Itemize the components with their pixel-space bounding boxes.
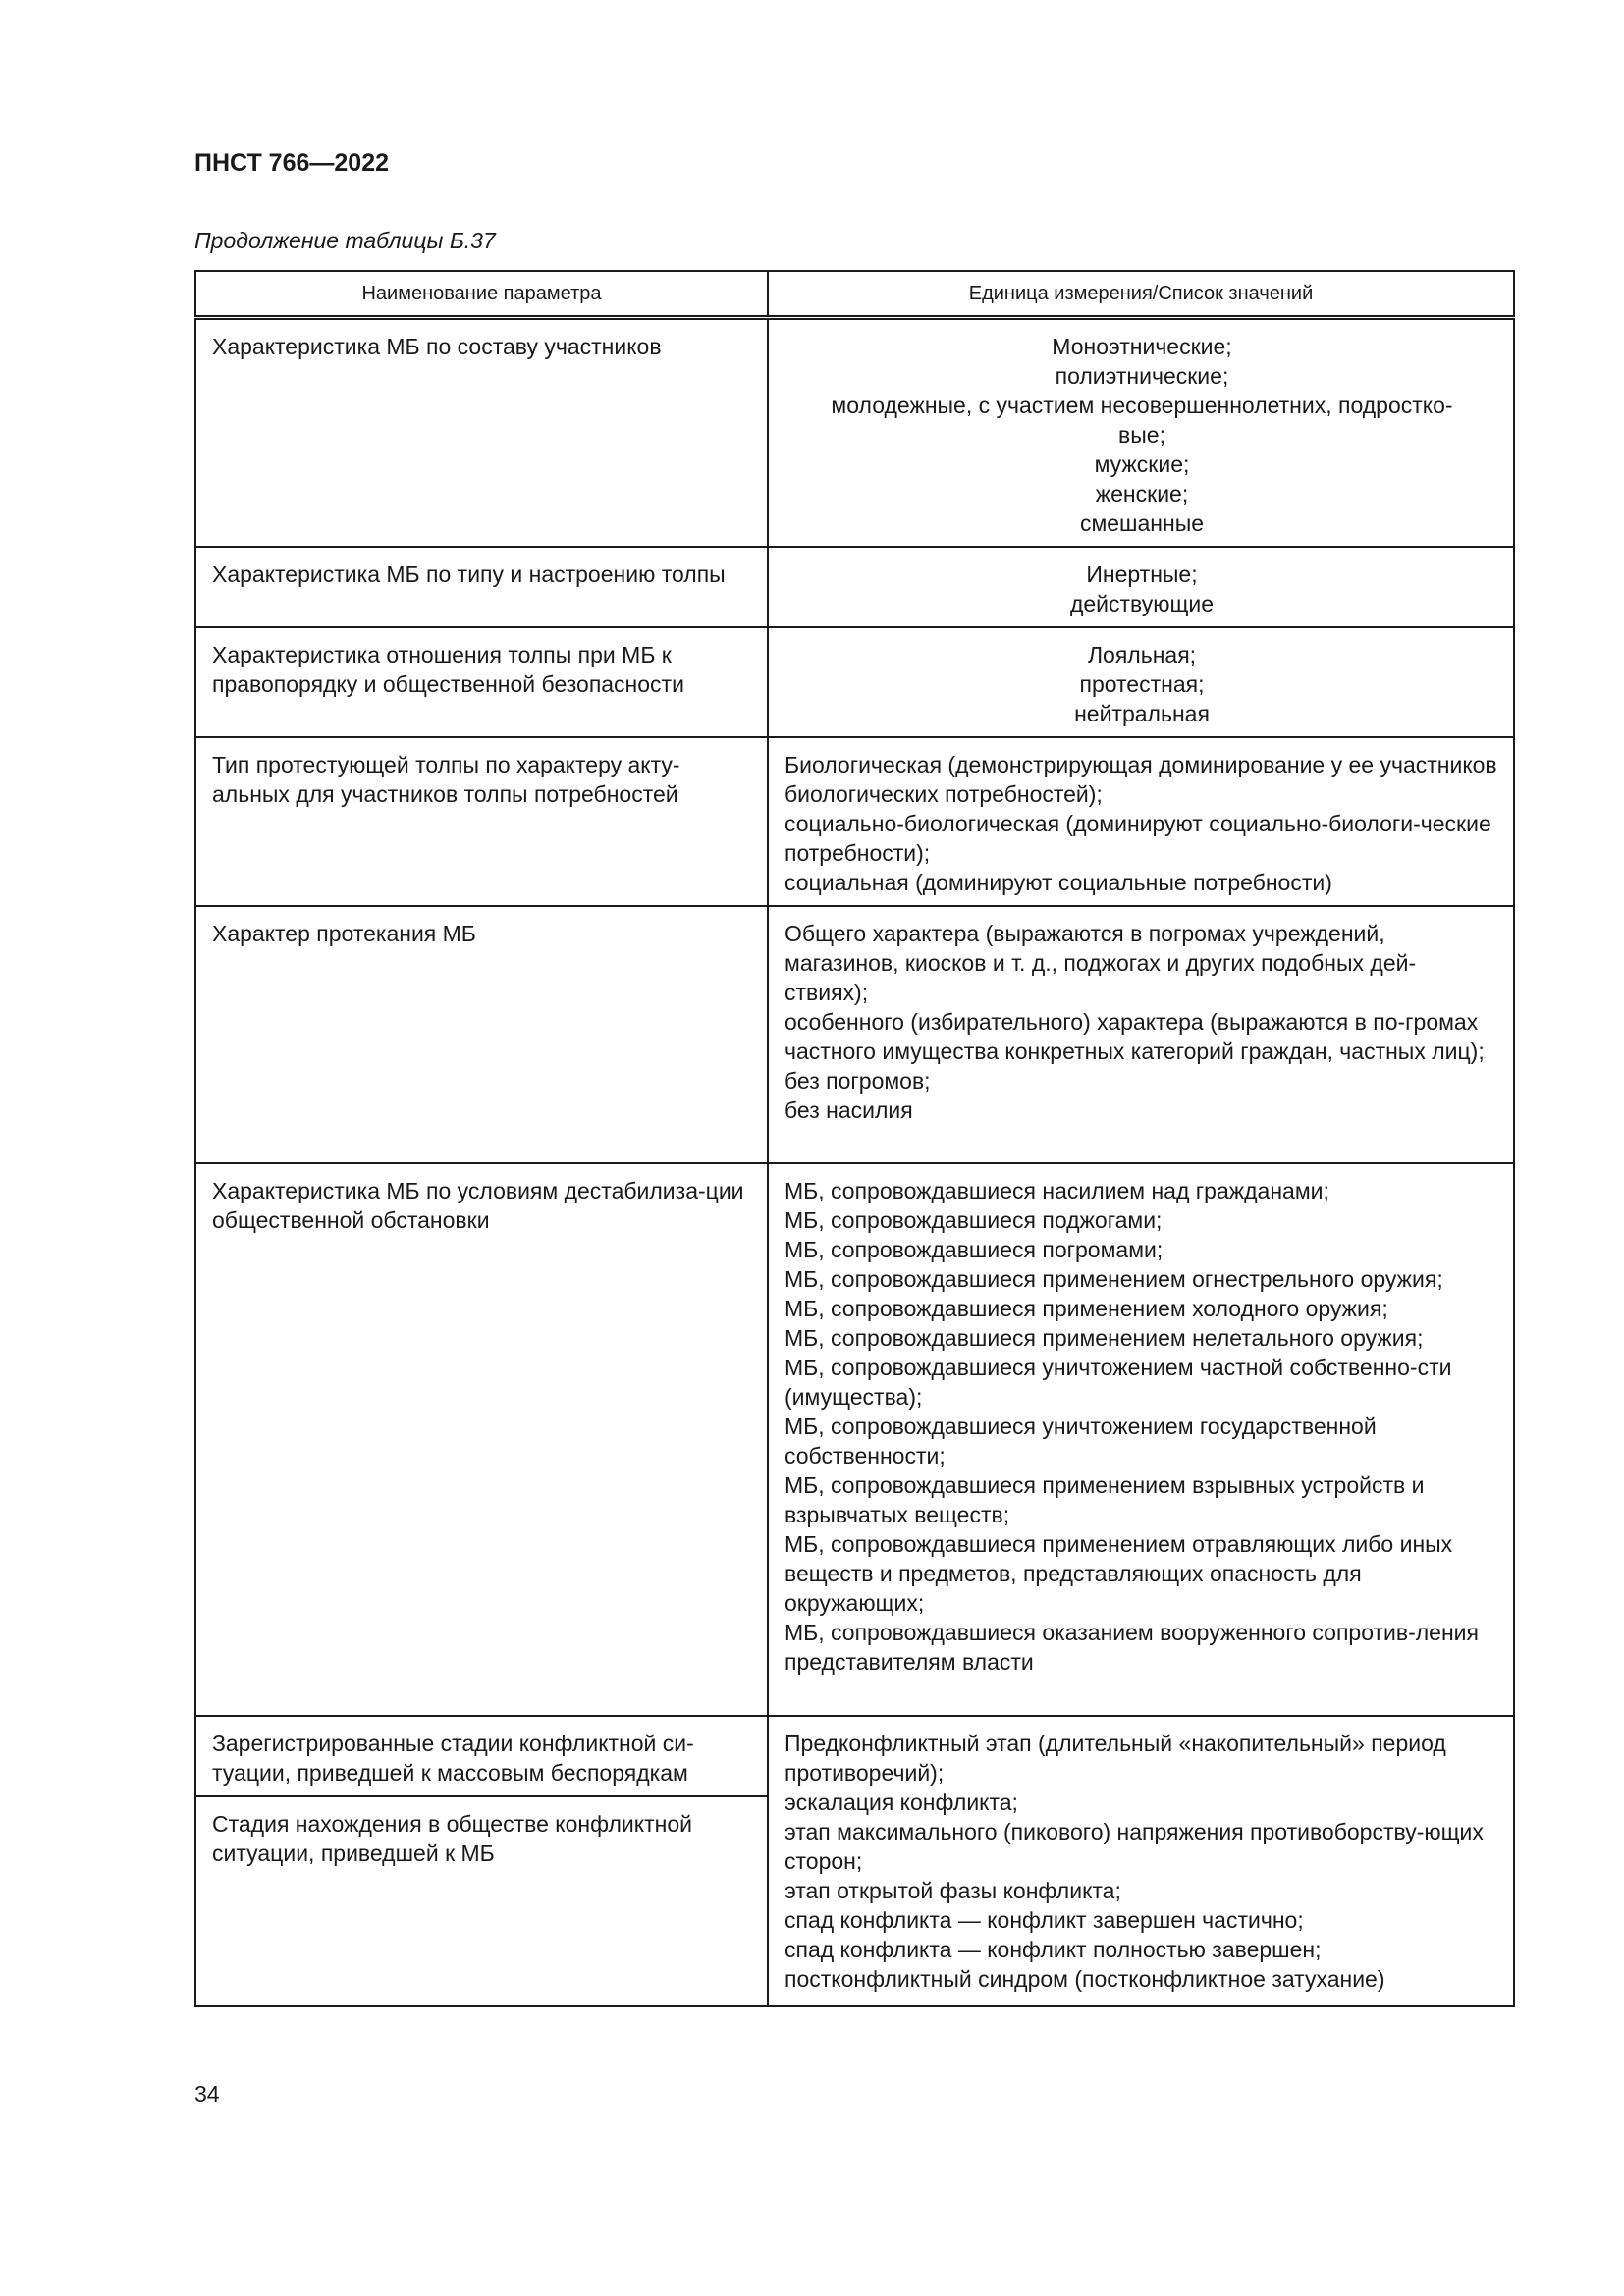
value-line: действующие	[1069, 591, 1215, 616]
value-line: этап максимального (пикового) напряжения противоборству-ющих сторон;	[785, 1819, 1484, 1874]
page-number: 34	[194, 2081, 220, 2107]
table-row	[195, 318, 1514, 548]
value-line: без погромов;	[785, 1068, 931, 1094]
value-line: постконфликтный синдром (постконфликтное затухание)	[785, 1966, 1385, 1992]
value-line: Предконфликтный этап (длительный «накопительный» период противоречий);	[785, 1731, 1446, 1786]
value-line: МБ, сопровождавшиеся применением взрывных устройств и взрывчатых веществ;	[785, 1472, 1425, 1527]
value-line: Общего характера (выражаются в погромах учреждений, магазинов, киосков и т. д., поджогах и других подобных дей-ствиях);	[785, 921, 1417, 1005]
parameter-cell: Тип протестующей толпы по характеру акту-альных для участников толпы потребностей	[195, 737, 768, 906]
value-line: Биологическая (демонстрирующая доминирование у ее участников биологических потребностей);	[785, 752, 1497, 807]
value-line: МБ, сопровождавшиеся применением нелетального оружия;	[785, 1325, 1424, 1351]
column-header-parameter: Наименование параметра	[195, 271, 768, 318]
value-line: МБ, сопровождавшиеся оказанием вооруженного сопротив-ления представителям власти	[785, 1620, 1479, 1675]
value-line: МБ, сопровождавшиеся применением отравляющих либо иных веществ и предметов, представляющих опасность для окружающих;	[785, 1531, 1453, 1616]
value-line: протестная;	[1079, 671, 1205, 697]
values-cell	[768, 1163, 1514, 1716]
parameter-cell: Зарегистрированные стадии конфликтной си-туации, приведшей к массовым беспорядкам	[195, 1716, 768, 1796]
value-line: социальная (доминируют социальные потребности)	[785, 870, 1332, 895]
value-line: вые;	[1118, 422, 1165, 448]
parameter-cell: Характеристика МБ по условиям дестабилиза-ции общественной обстановки	[195, 1163, 768, 1716]
parameter-cell: Стадия нахождения в обществе конфликтной ситуации, приведшей к МБ	[195, 1796, 768, 2006]
parameters-table	[194, 270, 1515, 2007]
table-row	[195, 1716, 1514, 1796]
value-line: смешанные	[1079, 510, 1205, 536]
table-header-row	[195, 271, 1514, 318]
value-line: Инертные;	[1086, 561, 1198, 587]
value-line: особенного (избирательного) характера (выражаются в по-громах частного имущества конкретных категорий граждан, частных лиц);	[785, 1009, 1485, 1064]
value-line: молодежные, с участием несовершеннолетних, подростко-	[831, 393, 1453, 418]
value-line: МБ, сопровождавшиеся поджогами;	[785, 1207, 1163, 1233]
value-line: полиэтнические;	[1055, 363, 1229, 389]
parameter-cell: Характеристика МБ по типу и настроению толпы	[195, 547, 768, 627]
value-line: МБ, сопровождавшиеся применением холодного оружия;	[785, 1296, 1388, 1321]
parameter-cell: Характер протекания МБ	[195, 906, 768, 1163]
parameter-cell: Характеристика МБ по составу участников	[195, 318, 768, 548]
parameter-cell: Характеристика отношения толпы при МБ к правопорядку и общественной безопасности	[195, 627, 768, 737]
table-row	[195, 627, 1514, 737]
column-header-values: Единица измерения/Список значений	[768, 271, 1514, 318]
value-line: МБ, сопровождавшиеся насилием над гражданами;	[785, 1178, 1329, 1203]
value-line: эскалация конфликта;	[785, 1789, 1018, 1815]
value-line: МБ, сопровождавшиеся уничтожением частной собственно-сти (имущества);	[785, 1355, 1452, 1410]
value-line: мужские;	[1094, 452, 1190, 477]
table-row	[195, 906, 1514, 1163]
document-code: ПНСТ 766—2022	[194, 149, 389, 177]
value-line: спад конфликта — конфликт полностью завершен;	[785, 1937, 1322, 1962]
values-cell	[768, 318, 1514, 548]
value-line: МБ, сопровождавшиеся погромами;	[785, 1237, 1164, 1262]
values-cell	[768, 906, 1514, 1163]
values-cell	[768, 737, 1514, 906]
value-line: Моноэтнические;	[1052, 334, 1232, 359]
value-line: нейтральная	[1074, 701, 1210, 726]
table-row	[195, 737, 1514, 906]
value-line: без насилия	[785, 1097, 913, 1123]
value-line: социально-биологическая (доминируют социально-биологи-ческие потребности);	[785, 811, 1491, 866]
values-cell	[768, 547, 1514, 627]
value-line: Лояльная;	[1087, 642, 1197, 667]
values-cell	[768, 1716, 1514, 2006]
value-line: спад конфликта — конфликт завершен частично;	[785, 1907, 1304, 1933]
table-row	[195, 1163, 1514, 1716]
values-cell	[768, 627, 1514, 737]
value-line: МБ, сопровождавшиеся применением огнестрельного оружия;	[785, 1266, 1443, 1292]
value-line: этап открытой фазы конфликта;	[785, 1878, 1121, 1903]
table-row	[195, 547, 1514, 627]
value-line: женские;	[1095, 481, 1189, 507]
value-line: МБ, сопровождавшиеся уничтожением государственной собственности;	[785, 1414, 1377, 1468]
table-caption: Продолжение таблицы Б.37	[194, 228, 496, 253]
